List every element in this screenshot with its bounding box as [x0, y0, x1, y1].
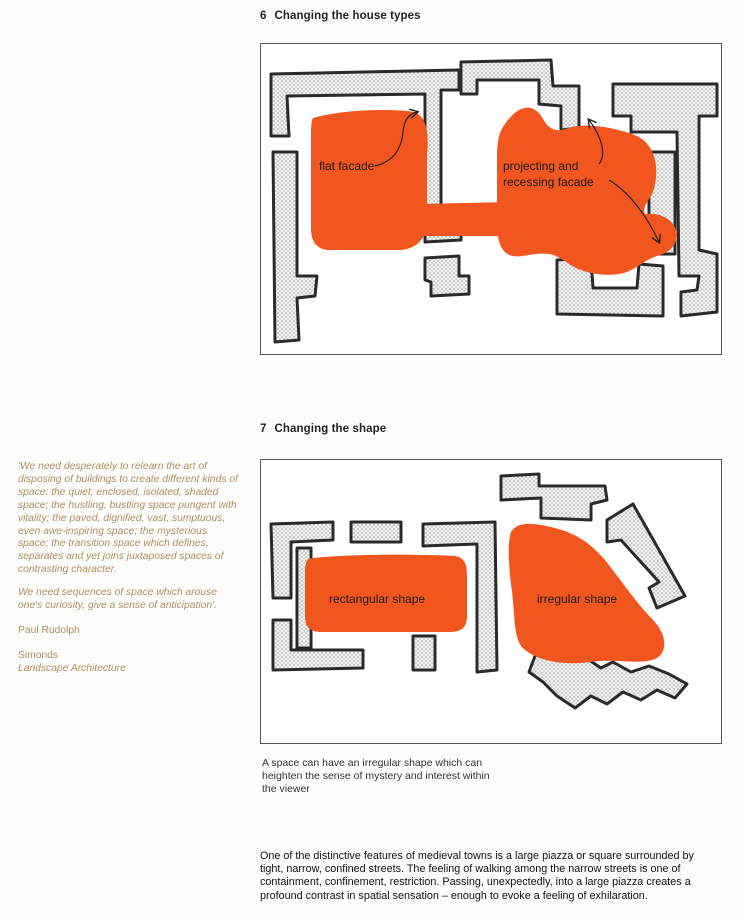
quote-paragraph-2: We need sequences of space which arouse one's curiosity, give a sense of anticipation'.: [18, 587, 218, 612]
body-paragraph: One of the distinctive features of medieval towns is a large piazza or square surrounded by tight, narrow, confined streets. The feeling of walking among the narrow streets is one of containment, confinement, restriction. Passing, unexpectedly, into a large piazza creates a profound contrast in spatial sensation – enough to evoke a feeling of exhilaration.: [260, 850, 694, 902]
projecting-facade-label-line1: projecting and: [503, 159, 579, 173]
flat-facade-label: flat facade: [319, 159, 375, 173]
figure-7-title: [260, 423, 386, 435]
figure-6-title: [260, 10, 421, 22]
figure-7-diagram: [260, 459, 722, 744]
building-block: [413, 636, 435, 670]
building-block: [273, 152, 317, 342]
building-block: [501, 474, 607, 520]
figure-6-title-text: Changing the house types: [274, 10, 421, 22]
flat-facade-space: [311, 110, 428, 250]
corridor-space: [421, 202, 509, 236]
quote-paragraph-1: 'We need desperately to relearn the art of disposing of buildings to create different kinds of space: the quiet, enclosed, isolated, shaded space; the hustling, bustling space pungent with vitality; the paved, dignified, vast, sumptuous, even awe-inspiring space; the mysterious space; the transition space which defines, separates and yet joins juxtaposed spaces of contrasting character.: [18, 461, 238, 576]
building-block: [351, 522, 401, 542]
side-quote: [18, 461, 240, 676]
projecting-facade-label-line2: recessing facade: [503, 175, 594, 189]
figure-7-title-text: Changing the shape: [274, 423, 387, 435]
quote-author: Paul Rudolph: [18, 624, 80, 636]
figure-6-number: 6: [260, 10, 267, 22]
figure-6-diagram: [260, 43, 722, 355]
rectangular-shape-label: rectangular shape: [329, 592, 426, 606]
quote-source-book: Landscape Architecture: [18, 662, 126, 674]
figure-7-number: 7: [260, 423, 267, 435]
building-block: [425, 256, 469, 296]
irregular-shape-label: irregular shape: [537, 592, 618, 606]
quote-source-author: Simonds: [18, 649, 59, 661]
quote-source: [18, 650, 240, 676]
figure-7-caption: A space can have an irregular shape which can heighten the sense of mystery and interest within the viewer: [262, 757, 490, 795]
